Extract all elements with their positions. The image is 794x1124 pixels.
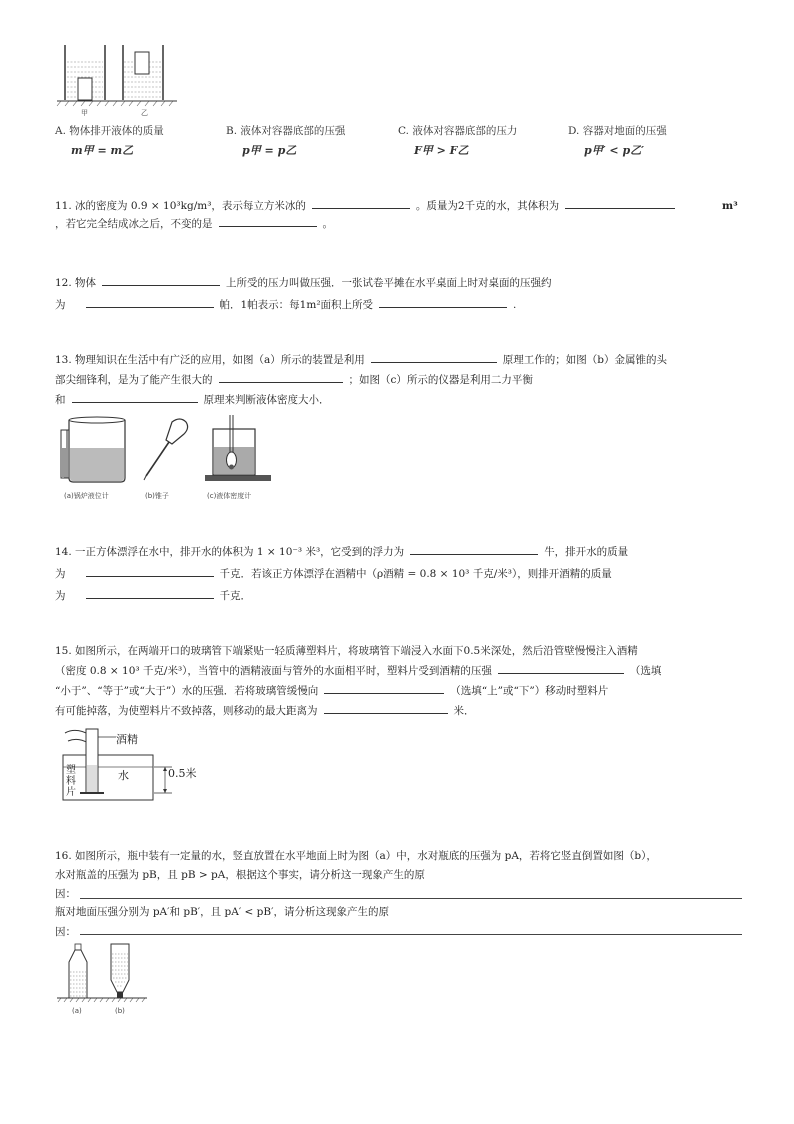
q16-line-5: 因： [55, 926, 76, 938]
q13-caption-c: (c)液体密度计 [207, 492, 252, 500]
q15-line-1: 15. 如图所示，在两端开口的玻璃管下端紧贴一轻质薄塑料片，将玻璃管下端浸入水面下0.5米深处，然后沿管壁慢慢注入酒精 [55, 645, 638, 657]
option-formula: p甲′ < p乙′ [584, 144, 645, 157]
fig10-label-jia: 甲 [81, 109, 88, 117]
q11-line-1: 11. 冰的密度为 0.9 × 10³kg/m³，表示每立方米冰的 。质量为2千克的水，其体积为 [55, 195, 681, 217]
q16-line-3: 因： [55, 888, 76, 900]
fig15-label-water: 水 [118, 769, 129, 782]
q16-line-4: 瓶对地面压强分别为 pA′和 pB′，且 pA′ < pB′，请分析这现象产生的原 [55, 906, 390, 918]
answer-blank[interactable] [72, 390, 198, 403]
q16-line-1: 16. 如图所示，瓶中装有一定量的水，竖直放置在水平地面上时为图（a）中，水对瓶底的压强为 pA，若将它竖直倒置如图（b）， [55, 850, 657, 862]
q13-figure-c-hydrometer [203, 413, 273, 487]
q10-figure [55, 40, 185, 120]
fig10-label-yi: 乙 [141, 109, 148, 117]
q15-line-3: “小于”、“等于”或“大于”）水的压强．若将玻璃管缓慢向 （选填“上”或“下”）移动时塑料片 [55, 680, 608, 702]
q10-option-d [568, 123, 667, 158]
q13-figure-b-awl [142, 414, 192, 486]
plastic-char-1: 塑 [66, 765, 76, 776]
answer-blank[interactable] [86, 586, 214, 599]
answer-blank[interactable] [86, 295, 214, 308]
q12-line-1: 12. 物体 上所受的压力叫做压强．一张试卷平摊在水平桌面上时对桌面的压强约 [55, 272, 552, 294]
answer-blank[interactable] [324, 701, 448, 714]
q11-unit: m³ [722, 200, 738, 212]
q16-answer-line-1[interactable] [80, 898, 742, 899]
q14-line-2: 为 千克．若该正方体漂浮在酒精中（ρ酒精 = 0.8 × 10³ 千克/米³），则排开酒精的质量 [55, 563, 612, 585]
plastic-char-2: 料 [66, 776, 76, 787]
q11-line-2: ，若它完全结成冰之后，不变的是 。 [55, 213, 333, 235]
plastic-char-3: 片 [66, 787, 76, 798]
q15-line-2: （密度 0.8 × 10³ 千克/米³），当管中的酒精液面与管外的水面相平时，塑料片受到酒精的压强 （选填 [55, 660, 661, 682]
option-formula: F甲 > F乙 [414, 144, 469, 157]
q13-caption-b: (b)锥子 [145, 492, 169, 500]
answer-blank[interactable] [410, 542, 538, 555]
option-text: A. 物体排开液体的质量 [55, 125, 164, 137]
fig16-caption-a: (a) [72, 1007, 82, 1015]
q10-option-c [398, 123, 517, 158]
answer-blank[interactable] [498, 661, 624, 674]
q13-figure-a-level-gauge [57, 416, 129, 486]
option-text: D. 容器对地面的压强 [568, 125, 667, 137]
answer-blank[interactable] [219, 370, 343, 383]
fig15-label-depth: 0.5米 [168, 767, 197, 780]
fig15-label-alcohol: 酒精 [116, 733, 138, 746]
q15-figure-tube-in-water [60, 725, 197, 805]
answer-blank[interactable] [102, 273, 220, 286]
q16-figure-bottles [55, 940, 155, 1016]
option-text: C. 液体对容器底部的压力 [398, 125, 518, 137]
q14-line-3: 为 千克． [55, 585, 251, 607]
q10-option-b [226, 123, 345, 158]
q13-line-3: 和 原理来判断液体密度大小． [55, 389, 330, 411]
option-formula: m甲 = m乙 [71, 144, 134, 157]
q13-line-2: 部尖细锋利，是为了能产生很大的 ；如图（c）所示的仪器是利用二力平衡 [55, 369, 533, 391]
q13-caption-a: (a)锅炉液位计 [64, 492, 109, 500]
option-text: B. 液体对容器底部的压强 [226, 125, 346, 137]
answer-blank[interactable] [86, 564, 214, 577]
fig16-caption-b: (b) [115, 1007, 125, 1015]
q15-line-4: 有可能掉落，为使塑料片不致掉落，则移动的最大距离为 米． [55, 700, 475, 722]
answer-blank[interactable] [371, 350, 497, 363]
q16-answer-line-2[interactable] [80, 934, 742, 935]
answer-blank[interactable] [565, 196, 675, 209]
answer-blank[interactable] [312, 196, 410, 209]
answer-blank[interactable] [324, 681, 444, 694]
answer-blank[interactable] [379, 295, 507, 308]
q16-line-2: 水对瓶盖的压强为 pB，且 pB > pA，根据这个事实，请分析这一现象产生的原 [55, 869, 425, 881]
q12-line-2: 为 帕．1帕表示：每1m²面积上所受 . [55, 294, 516, 316]
q14-line-1: 14. 一正方体漂浮在水中，排开水的体积为 1 × 10⁻³ 米³，它受到的浮力为 牛，排开水的质量 [55, 541, 628, 563]
q13-line-1: 13. 物理知识在生活中有广泛的应用，如图（a）所示的装置是利用 原理工作的；如图（b）金属锥的头 [55, 349, 667, 371]
option-formula: p甲 = p乙 [242, 144, 297, 157]
answer-blank[interactable] [219, 214, 317, 227]
q10-option-a [55, 123, 164, 158]
